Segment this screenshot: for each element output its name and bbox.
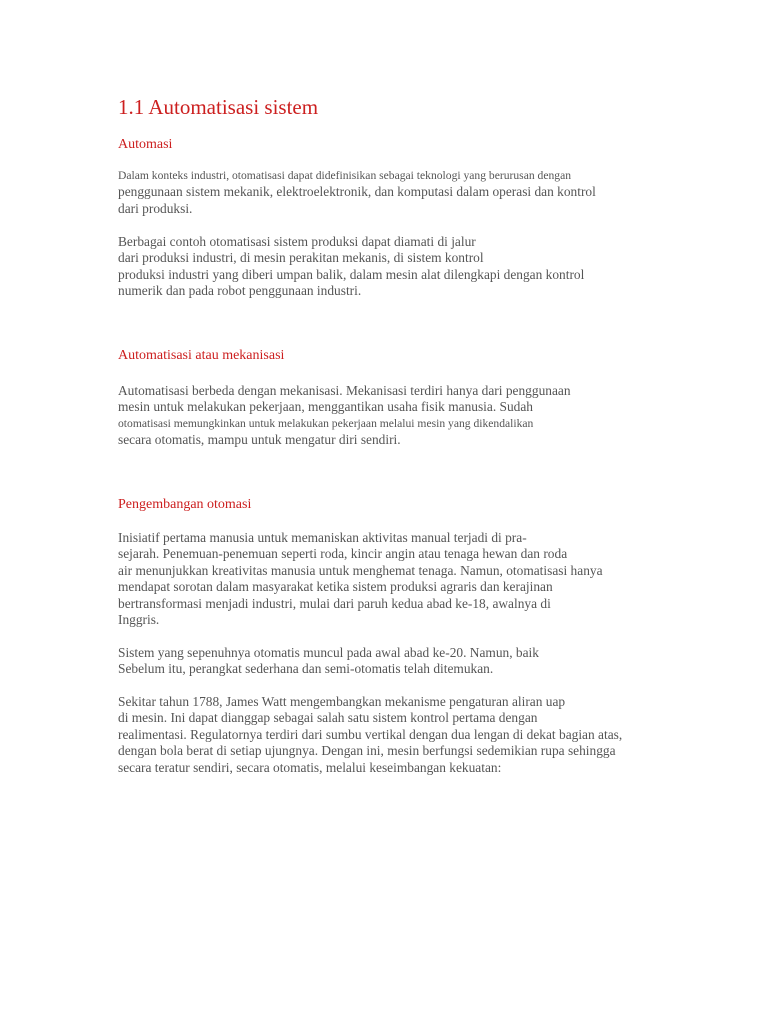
paragraph (118, 694, 622, 776)
section-heading-pengembangan-otomasi: Pengembangan otomasi (118, 497, 252, 512)
text-line: mesin untuk melakukan pekerjaan, menggantikan usaha fisik manusia. Sudah (118, 399, 534, 415)
section-heading-automatisasi-atau-mekanisasi: Automatisasi atau mekanisasi (118, 348, 285, 363)
text-line: penggunaan sistem mekanik, elektroelektronik, dan komputasi dalam operasi dan kontrol (118, 184, 596, 200)
text-line: Inisiatif pertama manusia untuk memaniskan aktivitas manual terjadi di pra- (118, 530, 527, 545)
text-line: mendapat sorotan dalam masyarakat ketika sistem produksi agraris dan kerajinan (118, 579, 553, 595)
paragraph (118, 383, 571, 449)
text-line: dari produksi industri, di mesin perakitan mekanis, di sistem kontrol (118, 250, 484, 266)
text-line: di mesin. Ini dapat dianggap sebagai salah satu sistem kontrol pertama dengan (118, 710, 538, 726)
text-line: dengan bola berat di setiap ujungnya. Dengan ini, mesin berfungsi sedemikian rupa sehingga (118, 743, 616, 759)
paragraph (118, 645, 539, 678)
document-title: 1.1 Automatisasi sistem (118, 95, 319, 119)
text-line: produksi industri yang diberi umpan balik, dalam mesin alat dilengkapi dengan kontrol (118, 266, 585, 282)
text-line: realimentasi. Regulatornya terdiri dari sumbu vertikal dengan dua lengan di dekat bagian atas, (118, 726, 623, 742)
paragraph (118, 234, 584, 300)
text-line: Inggris. (118, 612, 160, 628)
text-line: Sebelum itu, perangkat sederhana dan semi-otomatis telah ditemukan. (118, 661, 494, 677)
text-line: Sistem yang sepenuhnya otomatis muncul pada awal abad ke-20. Namun, baik (118, 645, 539, 660)
text-line: secara otomatis, mampu untuk mengatur diri sendiri. (118, 432, 401, 448)
text-line: air menunjukkan kreativitas manusia untuk menghemat tenaga. Namun, otomatisasi hanya (118, 562, 603, 578)
paragraph (118, 530, 603, 628)
text-line: bertransformasi menjadi industri, mulai dari paruh kedua abad ke-18, awalnya di (118, 595, 551, 611)
text-line: numerik dan pada robot penggunaan industri. (118, 283, 362, 299)
text-line: Dalam konteks industri, otomatisasi dapat didefinisikan sebagai teknologi yang berurusan dengan (118, 169, 572, 182)
text-line: dari produksi. (118, 200, 193, 216)
text-line: secara teratur sendiri, secara otomatis, melalui keseimbangan kekuatan: (118, 759, 502, 775)
section-heading-automasi: Automasi (118, 137, 173, 152)
text-line: sejarah. Penemuan-penemuan seperti roda, kincir angin atau tenaga hewan dan roda (118, 546, 568, 562)
text-line: otomatisasi memungkinkan untuk melakukan pekerjaan melalui mesin yang dikendalikan (118, 416, 534, 430)
text-line: Sekitar tahun 1788, James Watt mengembangkan mekanisme pengaturan aliran uap (118, 694, 566, 709)
text-line: Berbagai contoh otomatisasi sistem produksi dapat diamati di jalur (118, 234, 476, 249)
paragraph (118, 168, 596, 217)
text-line: Automatisasi berbeda dengan mekanisasi. Mekanisasi terdiri hanya dari penggunaan (118, 383, 571, 398)
